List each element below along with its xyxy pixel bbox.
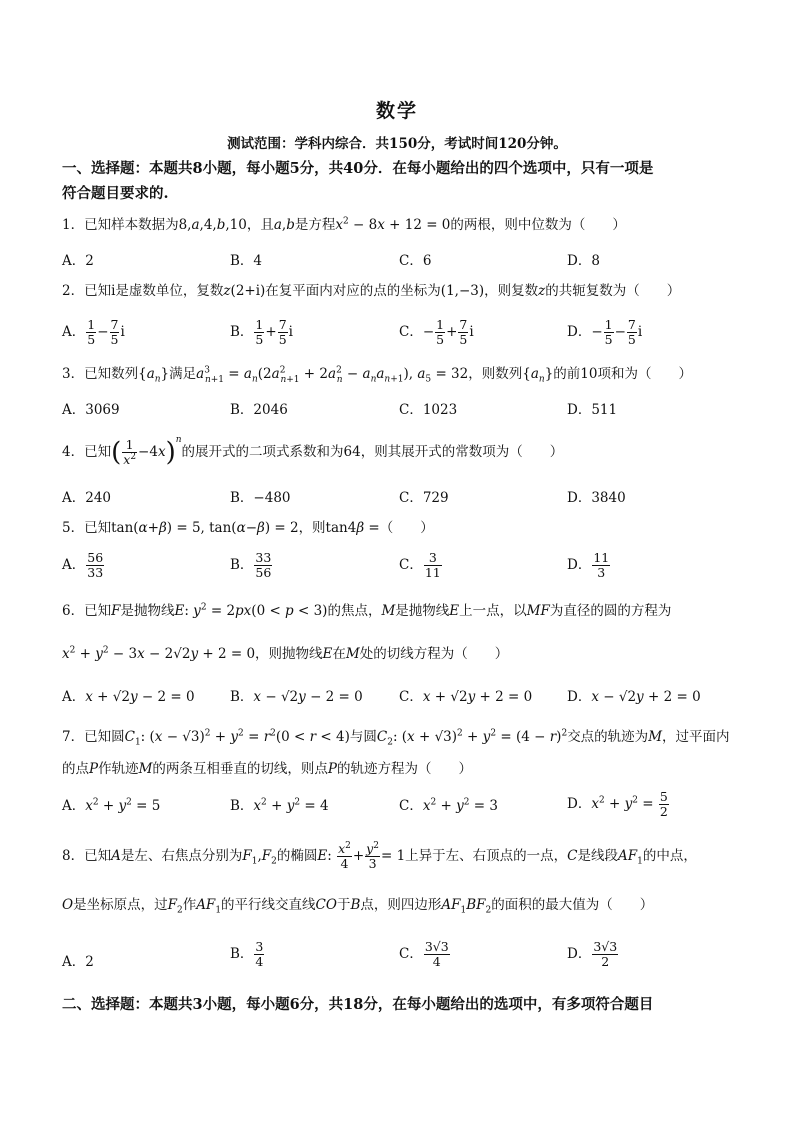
q6-option-b[interactable]: B．x − √2y − 2 = 0	[230, 689, 363, 705]
question-2-options	[62, 318, 742, 348]
question-4: 4．已知( $\frac{1}{x^2}$ −4x)$^n$的展开式的二项式系数和为64，则其展开式的常数项为（ ）	[62, 435, 564, 468]
q8-option-b[interactable]: B． $\frac{3}{4}$	[230, 939, 264, 969]
question-6-line-2: $x^2 + y^2 - 3x - 2√2y + 2 = 0$，则抛物线E在M处的切线方程为（ ）	[62, 645, 509, 662]
q6-option-d[interactable]: D．x − √2y + 2 = 0	[567, 689, 701, 705]
q5-option-c[interactable]: C． $\frac{3}{11}$	[399, 550, 441, 580]
question-1: 1．已知样本数据为8,a,4,b,10，且a,b是方程$x^2 - 8x + 12 = 0$的两根，则中位数为（ ）	[62, 216, 626, 233]
question-2: 2．已知i是虚数单位，复数z(2+i)在复平面内对应的点的坐标为(1,−3)，则复数z的共轭复数为（ ）	[62, 283, 681, 299]
q5-option-d[interactable]: D． $\frac{11}{3}$	[567, 550, 610, 580]
q2-option-b[interactable]: B． $\frac{1}{5}$ + $\frac{7}{5}$ i	[230, 317, 293, 347]
q7-option-a[interactable]: A．$x^2 + y^2 = 5$	[62, 797, 161, 814]
section-2-line-1: 二、选择题：本题共3小题，每小题6分，共18分，在每小题给出的选项中，有多项符合题目	[62, 996, 654, 1013]
section-1-line-1: 一、选择题：本题共8小题，每小题5分，共40分．在每小题给出的四个选项中，只有一项是	[62, 160, 654, 177]
question-8-line-1: 8．已知A是左、右焦点分别为$F_1,F_2$的椭圆E: $\frac{x^2}{4}$ + $\frac{y^2}{3}$ = 1上异于左、右顶点的一点，C是线段$AF_1$的中点，	[62, 840, 697, 871]
q3-option-b[interactable]: B．2046	[230, 402, 288, 418]
question-8-options	[62, 940, 742, 976]
q4-option-b[interactable]: B．−480	[230, 490, 291, 506]
q2-option-a[interactable]: A． $\frac{1}{5}$ − $\frac{7}{5}$ i	[62, 317, 125, 347]
question-7-options	[62, 790, 742, 822]
question-8-line-2: O是坐标原点，过$F_2$作$AF_1$的平行线交直线CO于B点，则四边形$AF_1BF_2$的面积的最大值为（ ）	[62, 897, 654, 916]
q1-option-b[interactable]: B．4	[230, 253, 263, 269]
q8-option-d[interactable]: D． $\frac{3√3}{2}$	[567, 939, 618, 969]
question-1-options	[62, 249, 742, 273]
q5-option-b[interactable]: B． $\frac{33}{56}$	[230, 550, 272, 580]
exam-subtitle: 测试范围：学科内综合．共150分，考试时间120分钟。	[227, 136, 567, 152]
q4-option-c[interactable]: C．729	[399, 490, 449, 506]
section-2-heading	[62, 992, 742, 1017]
question-4-options	[62, 486, 742, 510]
q7-option-b[interactable]: B．$x^2 + y^2 = 4$	[230, 797, 329, 814]
question-5-options	[62, 551, 742, 585]
q4-option-a[interactable]: A．240	[62, 490, 112, 506]
q2-option-d[interactable]: D．− $\frac{1}{5}$ − $\frac{7}{5}$ i	[567, 317, 643, 347]
question-7-line-2: 的点P作轨迹M的两条互相垂直的切线，则点P的轨迹方程为（ ）	[62, 761, 473, 777]
q3-option-d[interactable]: D．511	[567, 402, 618, 418]
q3-option-a[interactable]: A．3069	[62, 402, 120, 418]
q4-option-d[interactable]: D．3840	[567, 490, 626, 506]
question-7-line-1: 7．已知圆$C_1$: $(x - √3)^2 + y^2 = r^2(0 < r < 4)$与圆$C_2$: $(x + √3)^2 + y^2 = (4 - r)^2$交点的轨迹为M，过平面内	[62, 728, 730, 748]
section-1-heading	[62, 156, 742, 206]
page-title: 数学	[375, 100, 418, 122]
q8-option-a[interactable]: A．2	[62, 954, 94, 970]
q7-option-d[interactable]: D．$x^2 + y^2$ = $\frac{5}{2}$	[567, 789, 668, 819]
q5-option-a[interactable]: A． $\frac{56}{33}$	[62, 550, 104, 580]
q6-option-c[interactable]: C．x + √2y + 2 = 0	[399, 689, 533, 705]
question-6-options	[62, 685, 742, 709]
q3-option-c[interactable]: C．1023	[399, 402, 458, 418]
q1-option-c[interactable]: C．6	[399, 253, 432, 269]
section-1-line-2: 符合题目要求的.	[62, 185, 169, 202]
q6-option-a[interactable]: A．x + √2y − 2 = 0	[62, 689, 195, 705]
question-5: 5．已知tan(α+β) = 5, tan(α−β) = 2，则tan4β =（ ）	[62, 520, 434, 536]
question-3-options	[62, 398, 742, 422]
q8-option-c[interactable]: C． $\frac{3√3}{4}$	[399, 939, 449, 969]
q1-option-d[interactable]: D．8	[567, 253, 600, 269]
question-3: 3．已知数列$\{a_n\}$满足$a^3_{n+1} = a_n(2a^2_{n+1} + 2a^2_n - a_na_{n+1})$, $a_5 = 32$，则数列$\{a_n\}$的前10项和为（ ）	[62, 365, 692, 385]
question-6-line-1: 6．已知F是抛物线E: $y^2 = 2px(0 < p < 3)$的焦点，M是抛物线E上一点，以MF为直径的圆的方程为	[62, 602, 672, 619]
q1-option-a[interactable]: A．2	[62, 253, 94, 269]
q7-option-c[interactable]: C．$x^2 + y^2 = 3$	[399, 797, 498, 814]
q2-option-c[interactable]: C．− $\frac{1}{5}$ + $\frac{7}{5}$ i	[399, 317, 474, 347]
